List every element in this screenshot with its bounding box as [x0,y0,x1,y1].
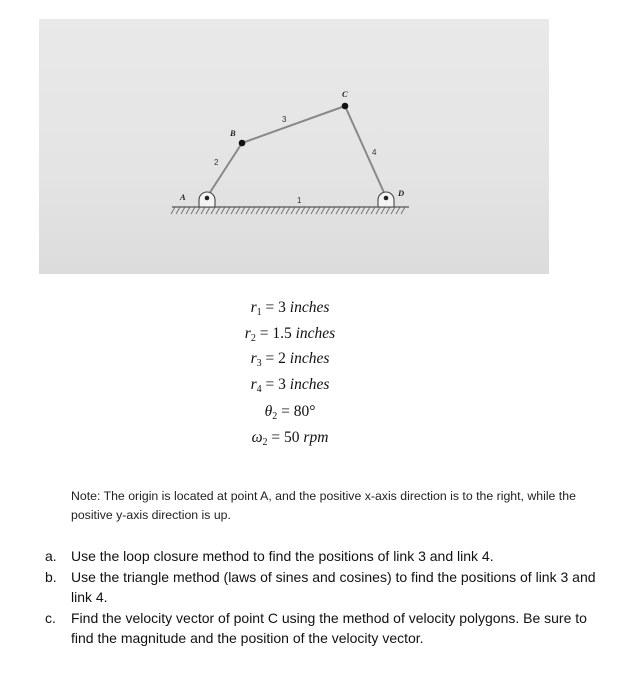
hatch-mark [281,207,285,214]
hatch-mark [336,207,340,214]
equation-theta2: $\theta_2 = 80^\circ$ [264,403,316,422]
hatch-mark [311,207,315,214]
hatch-mark [251,207,255,214]
hatch-mark [396,207,400,214]
hatch-mark [261,207,265,214]
label-point-d: D [398,188,405,198]
task-b [45,567,605,608]
task-a [45,546,605,567]
four-bar-linkage-diagram [39,19,549,274]
hatch-mark [231,207,235,214]
link-3 [242,106,345,143]
hatch-mark [401,207,405,214]
joint-b [239,140,246,147]
hatch-mark [331,207,335,214]
hatch-mark [246,207,250,214]
given-lengths [180,298,400,400]
task-b-marker: b. [45,568,57,585]
hatch-mark [266,207,270,214]
label-point-c: C [342,89,348,99]
mechanism-figure [39,19,549,274]
hatch-mark [356,207,360,214]
hatch-mark [181,207,185,214]
hatch-mark [201,207,205,214]
equation-r1: $r_1 = 3$ inches [250,299,330,318]
hatch-mark [376,207,380,214]
hatch-mark [326,207,330,214]
pivot-a [199,192,215,207]
given-angles [180,402,400,453]
hatch-mark [271,207,275,214]
hatch-mark [301,207,305,214]
hatch-mark [321,207,325,214]
label-link-2: 2 [214,158,219,167]
hatch-mark [226,207,230,214]
hatch-mark [211,207,215,214]
task-c [45,608,605,649]
label-point-a: A [180,192,186,202]
hatch-mark [276,207,280,214]
equation-r2: $r_2 = 1.5$ inches [244,324,336,344]
hatch-mark [346,207,350,214]
label-point-b: B [230,128,236,138]
hatch-mark [256,207,260,214]
task-b-text: Use the triangle method (laws of sines and cosines) to find the positions of link 3 and link 4. [71,568,596,605]
pivot-d [378,192,394,207]
equation-r4: $r_4 = 3$ inches [250,375,330,395]
hatch-mark [366,207,370,214]
hatch-mark [206,207,210,214]
hatch-mark [316,207,320,214]
task-a-marker: a. [45,548,57,564]
hatch-mark [341,207,345,214]
hatch-mark [171,207,175,214]
hatch-mark [286,207,290,214]
origin-note: Note: The origin is located at point A, and the positive x-axis direction is to the right, while the positive y-axis direction is up. [71,489,576,522]
task-list [45,546,605,649]
equation-omega2: $\omega_2 = 50$ rpm [251,428,329,448]
task-a-text: Use the loop closure method to find the positions of link 3 and link 4. [71,548,494,564]
link-4 [345,106,386,197]
hatch-mark [386,207,390,214]
label-link-3: 3 [282,115,287,124]
hatch-mark [221,207,225,214]
hatch-mark [361,207,365,214]
hatch-mark [391,207,395,214]
label-link-4: 4 [372,148,377,157]
link-2 [207,143,242,197]
hatch-mark [291,207,295,214]
hatch-mark [216,207,220,214]
hatch-mark [176,207,180,214]
hatch-mark [196,207,200,214]
ground-hatch [171,207,405,214]
hatch-mark [371,207,375,214]
hatch-mark [296,207,300,214]
hatch-mark [191,207,195,214]
task-c-marker: c. [45,609,56,626]
equation-r3: $r_3 = 2$ inches [250,350,330,369]
hatch-mark [236,207,240,214]
task-c-text: Find the velocity vector of point C using the method of velocity polygons. Be sure to find the magnitude and the position of the velocity vector. [71,609,587,646]
hatch-mark [186,207,190,214]
joint-c [342,103,349,110]
hatch-mark [381,207,385,214]
hatch-mark [351,207,355,214]
hatch-mark [306,207,310,214]
hatch-mark [241,207,245,214]
label-link-1: 1 [297,196,302,205]
